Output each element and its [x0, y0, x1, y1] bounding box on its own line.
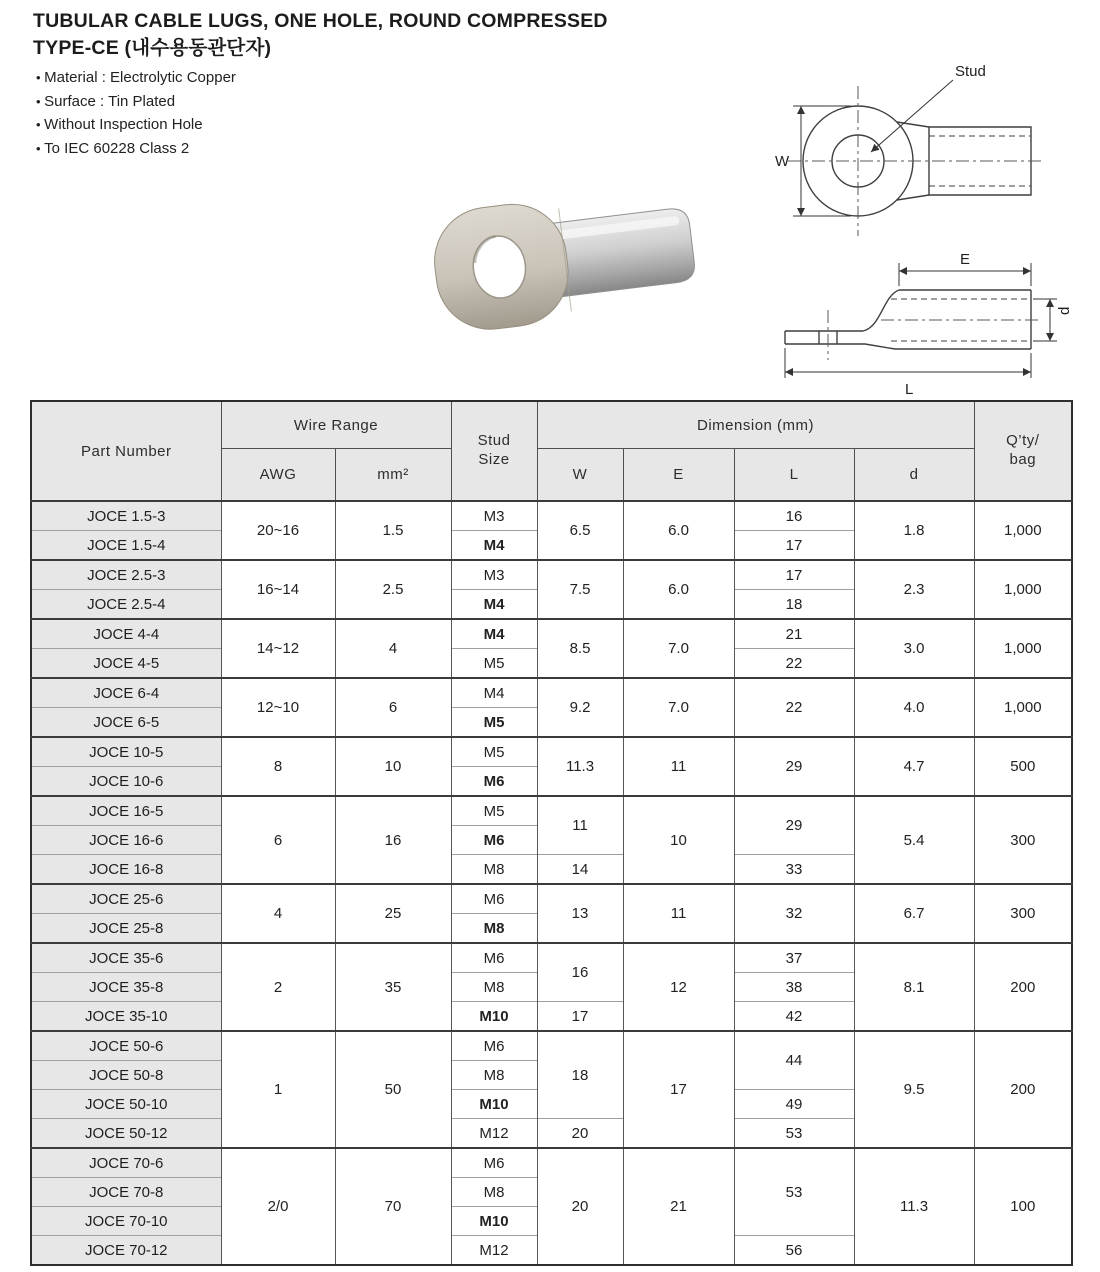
dim-d-cell: 4.7 [854, 737, 974, 796]
stud-leader-line [871, 80, 953, 152]
dim-l-cell: 56 [734, 1236, 854, 1266]
stud-size-cell: M4 [451, 531, 537, 561]
title-line1: TUBULAR CABLE LUGS, ONE HOLE, ROUND COMPRESSED [33, 10, 608, 32]
mm2-cell: 16 [335, 796, 451, 884]
stud-size-cell: M10 [451, 1090, 537, 1119]
stud-size-cell: M8 [451, 855, 537, 885]
col-header-d: d [854, 449, 974, 502]
dim-l-cell: 38 [734, 973, 854, 1002]
dim-l-cell: 44 [734, 1031, 854, 1090]
stud-size-cell: M6 [451, 884, 537, 914]
qty-line2: bag [1009, 451, 1037, 468]
technical-drawing [733, 58, 1073, 408]
stud-size-cell: M8 [451, 1178, 537, 1207]
part-number-cell: JOCE 1.5-3 [31, 501, 221, 531]
dim-w-cell: 7.5 [537, 560, 623, 619]
dim-w-cell: 11 [537, 796, 623, 855]
dim-d-cell: 4.0 [854, 678, 974, 737]
bullet-inspection: • Without Inspection Hole [36, 113, 236, 137]
dim-l-cell: 29 [734, 737, 854, 796]
dim-w-cell: 11.3 [537, 737, 623, 796]
bullet-surface: • Surface : Tin Plated [36, 90, 236, 114]
stud-size-line2: Size [478, 451, 510, 468]
mm2-cell: 6 [335, 678, 451, 737]
awg-cell: 2 [221, 943, 335, 1031]
part-number-cell: JOCE 10-5 [31, 737, 221, 767]
col-header-stud-size [451, 401, 537, 501]
dim-l-cell: 33 [734, 855, 854, 885]
qty-cell: 1,000 [974, 501, 1072, 560]
dim-e-cell: 7.0 [623, 678, 734, 737]
stud-size-cell: M6 [451, 826, 537, 855]
dim-e-cell: 21 [623, 1148, 734, 1265]
dim-w-cell: 20 [537, 1119, 623, 1149]
table-row [31, 737, 1072, 767]
title-line2: TYPE-CE (내수용동관단자) [33, 37, 272, 60]
part-number-cell: JOCE 16-6 [31, 826, 221, 855]
dim-e-cell: 10 [623, 796, 734, 884]
stud-size-cell: M6 [451, 1148, 537, 1178]
part-number-cell: JOCE 50-6 [31, 1031, 221, 1061]
dim-d-cell: 2.3 [854, 560, 974, 619]
part-number-cell: JOCE 6-4 [31, 678, 221, 708]
side-center-lines [828, 310, 1041, 360]
dim-w-cell: 13 [537, 884, 623, 943]
part-number-cell: JOCE 35-6 [31, 943, 221, 973]
stud-size-cell: M5 [451, 737, 537, 767]
dim-d-cell: 5.4 [854, 796, 974, 884]
mm2-cell: 4 [335, 619, 451, 678]
qty-cell: 100 [974, 1148, 1072, 1265]
stud-size-cell: M3 [451, 501, 537, 531]
stud-size-line1: Stud [477, 432, 511, 450]
awg-cell: 2/0 [221, 1148, 335, 1265]
mm2-cell: 10 [335, 737, 451, 796]
dim-e-cell: 12 [623, 943, 734, 1031]
awg-cell: 6 [221, 796, 335, 884]
d-dimension-label: d [1056, 306, 1073, 315]
l-dimension [785, 348, 1031, 378]
stud-size-cell: M5 [451, 708, 537, 738]
stud-size-cell: M12 [451, 1119, 537, 1149]
awg-cell: 20~16 [221, 501, 335, 560]
stud-size-cell: M12 [451, 1236, 537, 1266]
awg-cell: 1 [221, 1031, 335, 1148]
table-row [31, 560, 1072, 590]
dim-l-cell: 42 [734, 1002, 854, 1032]
dim-l-cell: 32 [734, 884, 854, 943]
awg-cell: 16~14 [221, 560, 335, 619]
dim-w-cell: 16 [537, 943, 623, 1002]
dim-w-cell: 6.5 [537, 501, 623, 560]
dim-l-cell: 18 [734, 590, 854, 620]
table-row [31, 884, 1072, 914]
part-number-cell: JOCE 2.5-3 [31, 560, 221, 590]
spec-table-body [31, 501, 1072, 1265]
spec-table [30, 400, 1073, 1266]
part-number-cell: JOCE 1.5-4 [31, 531, 221, 561]
dim-l-cell: 49 [734, 1090, 854, 1119]
stud-size-cell: M6 [451, 767, 537, 797]
awg-cell: 14~12 [221, 619, 335, 678]
dim-d-cell: 11.3 [854, 1148, 974, 1265]
dim-w-cell: 14 [537, 855, 623, 885]
mm2-cell: 70 [335, 1148, 451, 1265]
table-row [31, 943, 1072, 973]
part-number-cell: JOCE 10-6 [31, 767, 221, 797]
qty-cell: 200 [974, 1031, 1072, 1148]
part-number-cell: JOCE 70-6 [31, 1148, 221, 1178]
stud-size-cell: M5 [451, 649, 537, 679]
dim-d-cell: 6.7 [854, 884, 974, 943]
awg-cell: 4 [221, 884, 335, 943]
part-number-cell: JOCE 50-10 [31, 1090, 221, 1119]
dim-d-cell: 1.8 [854, 501, 974, 560]
dim-w-cell: 17 [537, 1002, 623, 1032]
part-number-cell: JOCE 16-5 [31, 796, 221, 826]
part-number-cell: JOCE 16-8 [31, 855, 221, 885]
mm2-cell: 35 [335, 943, 451, 1031]
part-number-cell: JOCE 4-4 [31, 619, 221, 649]
qty-line1: Q’ty/ [1006, 432, 1040, 450]
col-header-qty-bag [974, 401, 1072, 501]
stud-size-cell: M4 [451, 590, 537, 620]
part-number-cell: JOCE 50-12 [31, 1119, 221, 1149]
spec-bullets [36, 66, 236, 160]
spec-table-header [31, 401, 1072, 501]
dim-l-cell: 22 [734, 678, 854, 737]
l-dimension-label: L [905, 381, 914, 398]
bullet-material: • Material : Electrolytic Copper [36, 66, 236, 90]
bullet-iec: • To IEC 60228 Class 2 [36, 137, 236, 161]
col-header-dimension: Dimension (mm) [537, 401, 974, 449]
qty-cell: 1,000 [974, 619, 1072, 678]
page-title [33, 8, 608, 63]
part-number-cell: JOCE 25-6 [31, 884, 221, 914]
dim-l-cell: 22 [734, 649, 854, 679]
stud-size-cell: M8 [451, 914, 537, 944]
part-number-cell: JOCE 25-8 [31, 914, 221, 944]
col-header-l: L [734, 449, 854, 502]
col-header-part-number: Part Number [31, 401, 221, 501]
col-header-wire-range: Wire Range [221, 401, 451, 449]
w-dimension-label: W [775, 153, 790, 170]
qty-cell: 300 [974, 796, 1072, 884]
col-header-mm2: mm² [335, 449, 451, 502]
part-number-cell: JOCE 4-5 [31, 649, 221, 679]
dim-e-cell: 11 [623, 884, 734, 943]
part-number-cell: JOCE 50-8 [31, 1061, 221, 1090]
stud-size-cell: M3 [451, 560, 537, 590]
dim-l-cell: 37 [734, 943, 854, 973]
dim-e-cell: 17 [623, 1031, 734, 1148]
mm2-cell: 1.5 [335, 501, 451, 560]
dim-l-cell: 17 [734, 560, 854, 590]
dim-w-cell: 8.5 [537, 619, 623, 678]
part-number-cell: JOCE 70-10 [31, 1207, 221, 1236]
qty-cell: 500 [974, 737, 1072, 796]
stud-size-cell: M8 [451, 973, 537, 1002]
awg-cell: 8 [221, 737, 335, 796]
dim-d-cell: 3.0 [854, 619, 974, 678]
dim-d-cell: 9.5 [854, 1031, 974, 1148]
table-row [31, 1148, 1072, 1178]
dim-w-cell: 20 [537, 1148, 623, 1265]
dim-l-cell: 21 [734, 619, 854, 649]
table-row [31, 796, 1072, 826]
part-number-cell: JOCE 70-8 [31, 1178, 221, 1207]
table-row [31, 619, 1072, 649]
stud-size-cell: M6 [451, 1031, 537, 1061]
qty-cell: 200 [974, 943, 1072, 1031]
stud-label: Stud [955, 63, 986, 80]
part-number-cell: JOCE 35-10 [31, 1002, 221, 1032]
col-header-e: E [623, 449, 734, 502]
part-number-cell: JOCE 6-5 [31, 708, 221, 738]
dim-e-cell: 7.0 [623, 619, 734, 678]
qty-cell: 1,000 [974, 560, 1072, 619]
stud-size-cell: M10 [451, 1002, 537, 1032]
dim-l-cell: 53 [734, 1119, 854, 1149]
center-lines [788, 86, 1041, 236]
cable-lug-image [428, 183, 699, 336]
part-number-cell: JOCE 2.5-4 [31, 590, 221, 620]
qty-cell: 300 [974, 884, 1072, 943]
dim-e-cell: 11 [623, 737, 734, 796]
mm2-cell: 50 [335, 1031, 451, 1148]
mm2-cell: 25 [335, 884, 451, 943]
stud-size-cell: M8 [451, 1061, 537, 1090]
col-header-w: W [537, 449, 623, 502]
table-row [31, 1031, 1072, 1061]
dim-l-cell: 17 [734, 531, 854, 561]
product-photo [415, 180, 715, 340]
dim-e-cell: 6.0 [623, 501, 734, 560]
table-row [31, 678, 1072, 708]
awg-cell: 12~10 [221, 678, 335, 737]
part-number-cell: JOCE 35-8 [31, 973, 221, 1002]
col-header-awg: AWG [221, 449, 335, 502]
spec-table-container [30, 400, 1073, 1266]
dim-l-cell: 53 [734, 1148, 854, 1236]
dim-d-cell: 8.1 [854, 943, 974, 1031]
dim-w-cell: 9.2 [537, 678, 623, 737]
dim-e-cell: 6.0 [623, 560, 734, 619]
qty-cell: 1,000 [974, 678, 1072, 737]
table-row [31, 501, 1072, 531]
mm2-cell: 2.5 [335, 560, 451, 619]
stud-size-cell: M4 [451, 678, 537, 708]
stud-size-cell: M5 [451, 796, 537, 826]
stud-size-cell: M10 [451, 1207, 537, 1236]
dim-l-cell: 16 [734, 501, 854, 531]
dim-w-cell: 18 [537, 1031, 623, 1119]
part-number-cell: JOCE 70-12 [31, 1236, 221, 1266]
e-dimension-label: E [960, 251, 971, 268]
stud-size-cell: M6 [451, 943, 537, 973]
stud-size-cell: M4 [451, 619, 537, 649]
dim-l-cell: 29 [734, 796, 854, 855]
